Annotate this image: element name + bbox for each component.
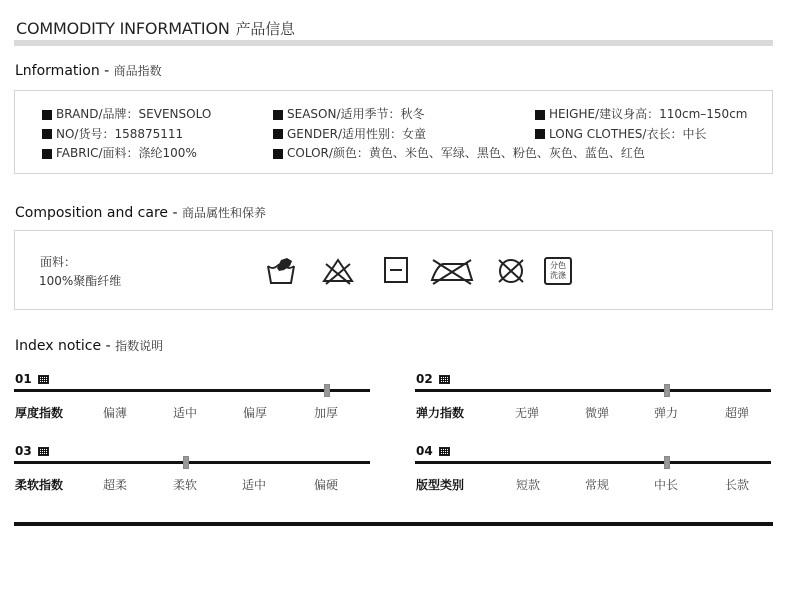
index-marker [324, 384, 330, 397]
info-box [14, 90, 773, 174]
info-column-3 [535, 105, 747, 144]
index-number-04 [416, 444, 450, 458]
index-marker [664, 456, 670, 469]
separate-wash-text: 洗涤 [550, 271, 566, 280]
index-option: 超弹 [724, 406, 750, 420]
info-text: BRAND/品牌：SEVENSOLO [56, 107, 212, 121]
index-scale-line [415, 389, 771, 392]
info-section-title-text: Lnformation - [15, 63, 114, 79]
index-name: 弹力指数 [416, 406, 465, 420]
info-text: GENDER/适用性别：女童 [287, 126, 427, 141]
hand-wash-icon [265, 256, 297, 286]
grid-icon [38, 447, 49, 456]
info-text: SEASON/适用季节：秋冬 [287, 107, 425, 121]
index-name: 柔软指数 [15, 478, 64, 492]
index-number-01 [15, 372, 49, 386]
info-text: HEIGHE/建议身高：110cm–150cm [549, 107, 748, 121]
separate-wash-icon [544, 257, 572, 285]
info-color [273, 144, 645, 164]
index-option: 短款 [515, 478, 541, 492]
info-item-no [42, 125, 211, 145]
index-number-text: 02 [416, 372, 433, 386]
grid-icon [439, 375, 450, 384]
care-section-subtitle: 商品属性和保养 [181, 206, 266, 220]
bullet-square-icon [535, 110, 545, 120]
care-section-title-text: Composition and care - [15, 205, 182, 221]
index-section-title-text: Index notice - [15, 338, 116, 354]
bullet-square-icon [535, 129, 545, 139]
no-bleach-icon [320, 256, 356, 286]
bottom-divider [14, 522, 773, 526]
info-section-subtitle: 商品指数 [113, 64, 162, 78]
index-option: 加厚 [313, 406, 339, 420]
info-text: COLOR/颜色：黄色、米色、军绿、黑色、粉色、灰色、蓝色、红色 [287, 146, 645, 160]
info-text: LONG CLOTHES/衣长：中长 [549, 126, 707, 141]
grid-icon [38, 375, 49, 384]
no-dry-clean-icon [495, 256, 527, 286]
index-scale-line [14, 461, 370, 464]
index-option: 适中 [172, 406, 198, 420]
index-name: 版型类别 [416, 478, 465, 492]
info-section-title [15, 62, 162, 79]
index-option: 偏厚 [242, 406, 268, 420]
index-name: 厚度指数 [15, 406, 64, 420]
index-option: 中长 [653, 478, 679, 492]
info-length [535, 125, 747, 145]
info-fabric [42, 144, 211, 164]
separate-wash-text: 分色 [550, 261, 566, 270]
grid-icon [439, 447, 450, 456]
info-height [535, 105, 747, 125]
bullet-square-icon [42, 149, 52, 159]
index-number-03 [15, 444, 49, 458]
index-option: 微弹 [584, 406, 610, 420]
title-divider [14, 40, 773, 46]
index-section-title [15, 337, 163, 354]
care-box [14, 230, 773, 310]
bullet-square-icon [42, 129, 52, 139]
index-option: 柔软 [172, 478, 198, 492]
index-scale-line [14, 389, 370, 392]
bullet-square-icon [273, 129, 283, 139]
tumble-dry-flat-icon [383, 256, 409, 284]
index-option: 弹力 [653, 406, 679, 420]
fabric-value: 100%聚酯纤维 [39, 274, 122, 288]
index-option: 偏硬 [313, 478, 339, 492]
index-option: 超柔 [102, 478, 128, 492]
index-section-subtitle: 指数说明 [115, 339, 164, 353]
info-column-1 [42, 105, 211, 164]
no-ironing-icon [429, 256, 475, 286]
bullet-square-icon [273, 149, 283, 159]
index-option: 常规 [584, 478, 610, 492]
page-title-sub: 产品信息 [235, 20, 295, 38]
index-marker [664, 384, 670, 397]
info-brand [42, 105, 211, 125]
index-option: 适中 [241, 478, 267, 492]
index-marker [183, 456, 189, 469]
index-scale-line [415, 461, 771, 464]
index-number-02 [416, 372, 450, 386]
bullet-square-icon [42, 110, 52, 120]
index-option: 长款 [724, 478, 750, 492]
page-title [16, 18, 295, 39]
index-number-text: 01 [15, 372, 32, 386]
index-option: 偏薄 [102, 406, 128, 420]
info-text: FABRIC/面料：涤纶100% [56, 146, 197, 160]
page-title-text: COMMODITY INFORMATION [16, 19, 230, 38]
care-section-title [15, 204, 266, 221]
fabric-label: 面料： [40, 255, 77, 269]
index-number-text: 03 [15, 444, 32, 458]
index-option: 无弹 [514, 406, 540, 420]
info-text: NO/货号：158875111 [56, 126, 184, 141]
index-number-text: 04 [416, 444, 433, 458]
bullet-square-icon [273, 110, 283, 120]
